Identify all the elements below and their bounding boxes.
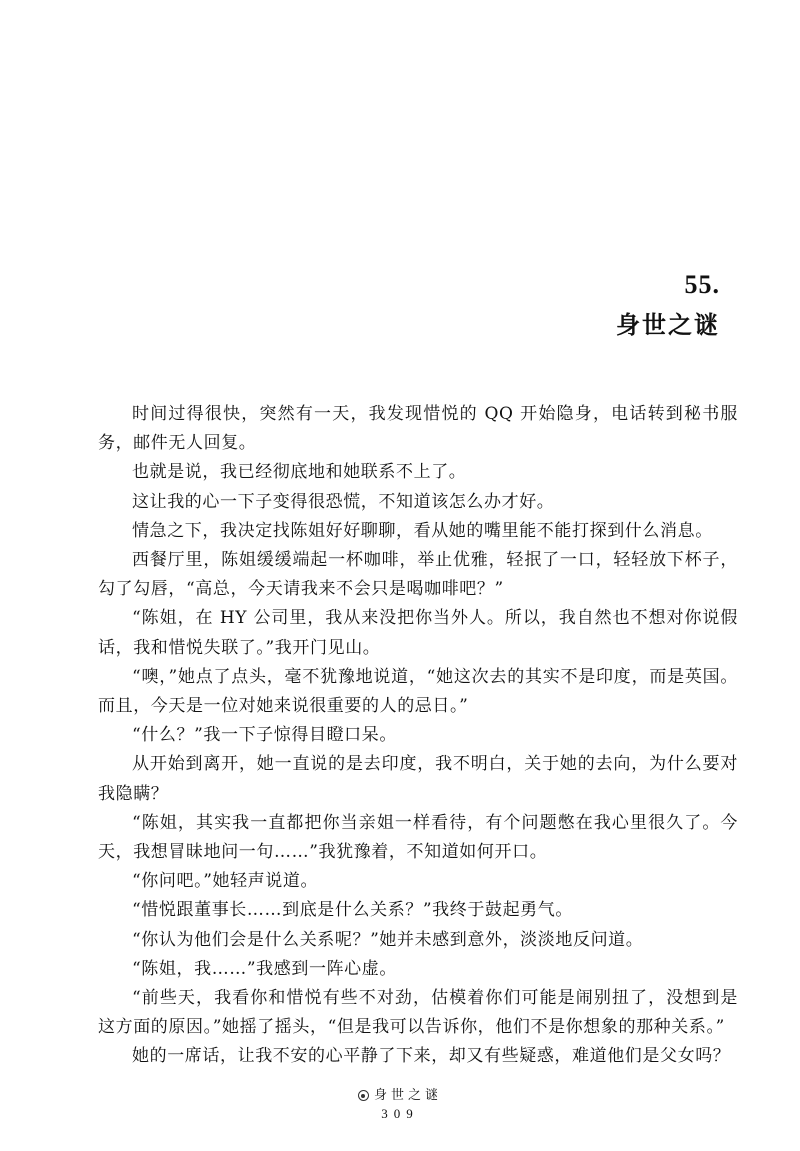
paragraph: “你认为他们会是什么关系呢？”她并未感到意外，淡淡地反问道。: [132, 929, 644, 950]
paragraph: 也就是说，我已经彻底地和她联系不上了。: [132, 462, 467, 483]
paragraph: “什么？”我一下子惊得目瞪口呆。: [132, 725, 397, 746]
paragraph: “你问吧。”她轻声说道。: [132, 871, 319, 892]
chapter-number: 55.: [684, 270, 720, 299]
paragraph: 从开始到离开，她一直说的是去印度，我不明白，关于她的去向，为什么要对我隐瞒？: [98, 754, 738, 804]
paragraph: “陈姐，在 HY 公司里，我从来没把你当外人。所以，我自然也不想对你说假话，我和惜悦失联了。”我开门见山。: [98, 608, 738, 658]
paragraph: “噢，”她点了点头，毫不犹豫地说道，“她这次去的其实不是印度，而是英国。而且，今天是一位对她来说很重要的人的忌日。”: [98, 666, 738, 717]
paragraph: 这让我的心一下子变得很恐慌，不知道该怎么办才好。: [132, 491, 555, 512]
paragraph: 时间过得很快，突然有一天，我发现惜悦的 QQ 开始隐身，电话转到秘书服务，邮件无人回复。: [98, 404, 738, 454]
paragraph: “陈姐，我……”我感到一阵心虚。: [132, 958, 397, 979]
paragraph: 她的一席话，让我不安的心平静了下来，却又有些疑惑，难道他们是父女吗？: [132, 1046, 731, 1067]
paragraph: “陈姐，其实我一直都把你当亲姐一样看待，有个问题憋在我心里很久了。今天，我想冒昧地问一句……”我犹豫着，不知道如何开口。: [98, 812, 738, 863]
paragraph: “前些天，我看你和惜悦有些不对劲，估模着你们可能是闹别扭了，没想到是这方面的原因。”她摇了摇头，“但是我可以告诉你，他们不是你想象的那种关系。”: [98, 988, 738, 1038]
paragraph: 情急之下，我决定找陈姐好好聊聊，看从她的嘴里能不能打探到什么消息。: [132, 520, 713, 541]
running-title: 身世之谜: [373, 1088, 442, 1103]
paragraph: “惜悦跟董事长……到底是什么关系？”我终于鼓起勇气。: [132, 900, 573, 921]
ornament-icon: [358, 1090, 369, 1101]
body-text: [98, 400, 738, 1072]
chapter-title: 身世之谜: [616, 311, 720, 339]
running-footer: [0, 1084, 800, 1103]
paragraph: 西餐厅里，陈姐缓缓端起一杯咖啡，举止优雅，轻抿了一口，轻轻放下杯子，勾了勾唇，“高总，今天请我来不会只是喝咖啡吧？”: [98, 550, 738, 600]
page-number: 309: [381, 1106, 419, 1121]
